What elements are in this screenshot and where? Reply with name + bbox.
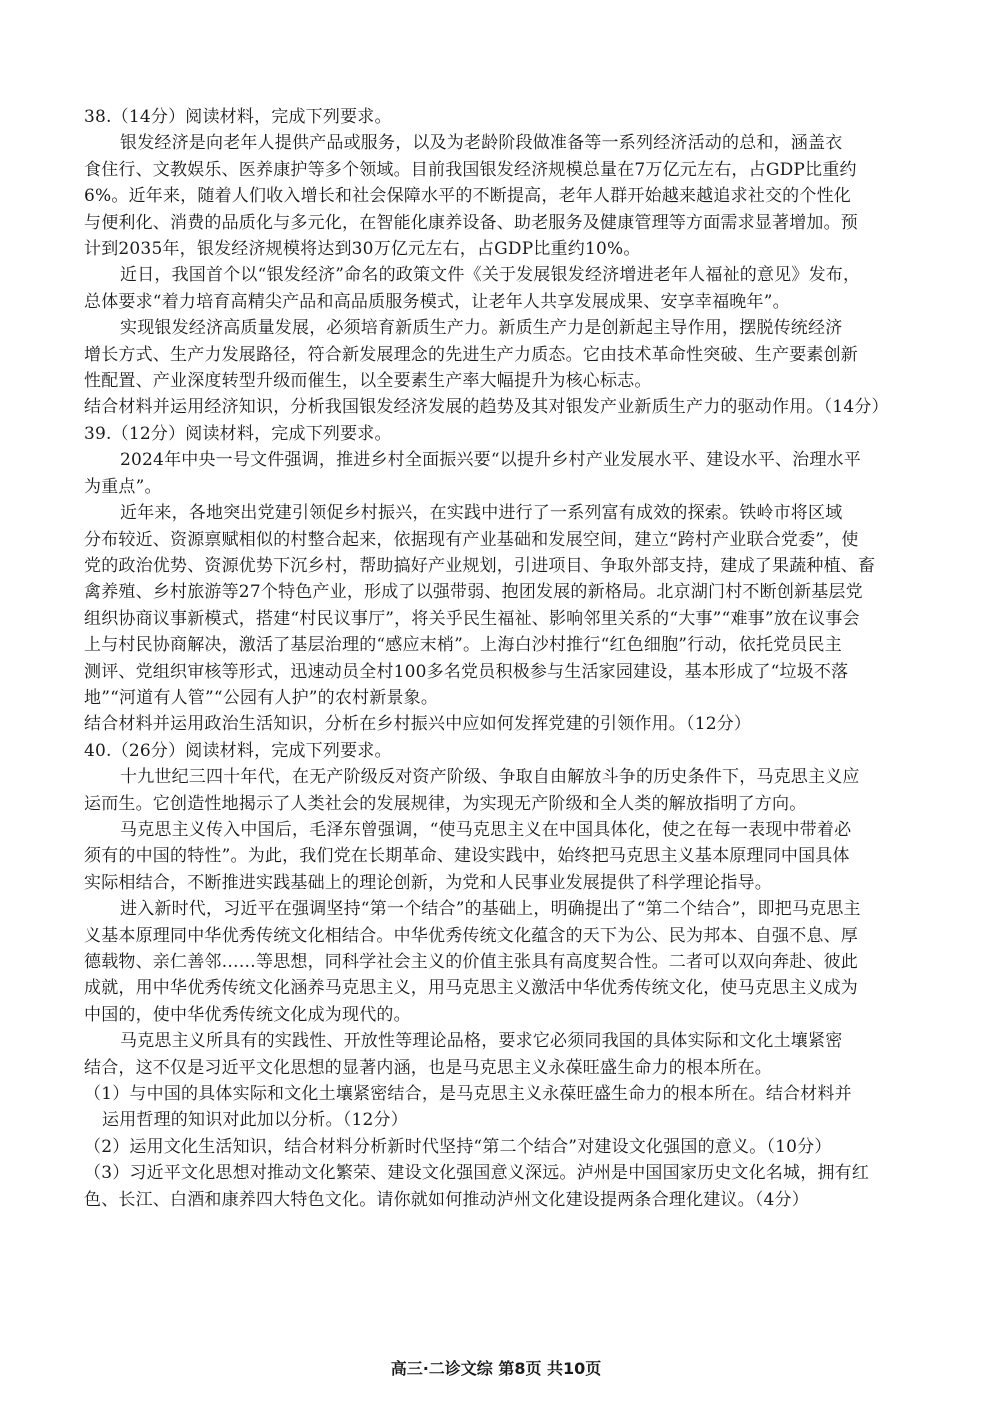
q40-p1-line: 十九世纪三四十年代，在无产阶级反对资产阶级、争取自由解放斗争的历史条件下，马克思主义应 bbox=[120, 767, 860, 788]
q38-p1-line: 食住行、文教娱乐、医养康护等多个领域。目前我国银发经济规模总量在7万亿元左右，占GDP比重约 bbox=[84, 159, 857, 180]
q40-sub3-line: （3）习近平文化思想对推动文化繁荣、建设文化强国意义深远。泸州是中国国家历史文化名城，拥有红 bbox=[84, 1163, 870, 1184]
q38-p3-line: 实现银发经济高质量发展，必须培育新质生产力。新质生产力是创新起主导作用，摆脱传统经济 bbox=[120, 318, 843, 339]
q38-p1-line: 银发经济是向老年人提供产品或服务，以及为老龄阶段做准备等一系列经济活动的总和，涵盖衣 bbox=[120, 133, 843, 154]
q40-p2-line: 马克思主义传入中国后，毛泽东曾强调，“使马克思主义在中国具体化，使之在每一表现中带着必 bbox=[120, 819, 852, 840]
q39-p2-line: 党的政治优势、资源优势下沉乡村，帮助搞好产业规划，引进项目、争取外部支持，建成了果蔬种植、畜 bbox=[84, 555, 876, 576]
q39-p2-line: 地”“河道有人管”“公园有人护”的农村新景象。 bbox=[84, 687, 439, 708]
q40-sub2: （2）运用文化生活知识，结合材料分析新时代坚持“第二个结合”对建设文化强国的意义。（10分） bbox=[84, 1136, 832, 1157]
q40-p4-line: 马克思主义所具有的实践性、开放性等理论品格，要求它必须同我国的具体实际和文化土壤紧密 bbox=[120, 1031, 843, 1052]
q38-p2-line: 总体要求“着力培育高精尖产品和高品质服务模式，让老年人共享发展成果、安享幸福晚年”。 bbox=[84, 291, 790, 312]
q40-sub3-line: 色、长江、白酒和康养四大特色文化。请你就如何推动泸州文化建设提两条合理化建议。（4分） bbox=[84, 1189, 809, 1210]
q39-p1-line: 2024年中央一号文件强调，推进乡村全面振兴要“以提升乡村产业发展水平、建设水平、治理水平 bbox=[120, 450, 861, 471]
q38-p1-line: 6%。近年来，随着人们收入增长和社会保障水平的不断提高，老年人群开始越来越追求社交的个性化 bbox=[84, 186, 851, 207]
q39-p2-line: 分布较近、资源禀赋相似的村整合起来，依据现有产业基础和发展空间，建立“跨村产业联合党委”，使 bbox=[84, 529, 859, 550]
q39-p2-line: 禽养殖、乡村旅游等27个特色产业，形成了以强带弱、抱团发展的新格局。北京湖门村不断创新基层党 bbox=[84, 582, 863, 603]
q40-p3-line: 德载物、亲仁善邻……等思想，同科学社会主义的价值主张具有高度契合性。二者可以双向奔赴、彼此 bbox=[84, 952, 858, 972]
q40-p3-line: 成就，用中华优秀传统文化涵养马克思主义，用马克思主义激活中华优秀传统文化，使马克思主义成为 bbox=[84, 978, 858, 999]
q40-sub1-line: 运用哲理的知识对此加以分析。（12分） bbox=[102, 1110, 408, 1131]
q40-p4-line: 结合，这不仅是习近平文化思想的显著内涵，也是马克思主义永葆旺盛生命力的根本所在。 bbox=[84, 1057, 772, 1078]
q38-heading: 38.（14分）阅读材料，完成下列要求。 bbox=[84, 107, 392, 127]
q39-heading: 39.（12分）阅读材料，完成下列要求。 bbox=[84, 423, 392, 444]
q40-p3-line: 中国的，使中华优秀传统文化成为现代的。 bbox=[84, 1004, 411, 1025]
q40-p3-line: 进入新时代，习近平在强调坚持“第一个结合”的基础上，明确提出了“第二个结合”，即把马克思主 bbox=[120, 899, 861, 920]
q40-p1-line: 运而生。它创造性地揭示了人类社会的发展规律，为实现无产阶级和全人类的解放指明了方向。 bbox=[84, 793, 807, 814]
q40-heading: 40.（26分）阅读材料，完成下列要求。 bbox=[84, 740, 392, 761]
page-footer: 高三·二诊文综 第8页 共10页 bbox=[390, 1359, 602, 1378]
q40-sub1-line: （1）与中国的具体实际和文化土壤紧密结合，是马克思主义永葆旺盛生命力的根本所在。结合材料并 bbox=[84, 1084, 852, 1105]
q38-task: 结合材料并运用经济知识，分析我国银发经济发展的趋势及其对银发产业新质生产力的驱动作用。（14分） bbox=[84, 397, 889, 418]
q38-p1-line: 与便利化、消费的品质化与多元化，在智能化康养设备、助老服务及健康管理等方面需求显著增加。预 bbox=[84, 212, 858, 233]
q38-p3-line: 增长方式、生产力发展路径，符合新发展理念的先进生产力质态。它由技术革命性突破、生产要素创新 bbox=[84, 344, 858, 365]
q39-task: 结合材料并运用政治生活知识，分析在乡村振兴中应如何发挥党建的引领作用。（12分） bbox=[84, 714, 752, 735]
q39-p2-line: 组织协商议事新模式，搭建“村民议事厅”，将关乎民生福祉、影响邻里关系的“大事”“难事”放在议事会 bbox=[84, 608, 860, 629]
q40-p3-line: 义基本原理同中华优秀传统文化相结合。中华优秀传统文化蕴含的天下为公、民为邦本、自强不息、厚 bbox=[84, 925, 858, 946]
q38-p2-line: 近日，我国首个以“银发经济”命名的政策文件《关于发展银发经济增进老年人福祉的意见》发布， bbox=[120, 265, 861, 286]
q40-p2-line: 须有的中国的特性”。为此，我们党在长期革命、建设实践中，始终把马克思主义基本原理同中国具体 bbox=[84, 846, 850, 867]
q39-p1-line: 为重点”。 bbox=[84, 476, 162, 497]
q40-p2-line: 实际相结合，不断推进实践基础上的理论创新，为党和人民事业发展提供了科学理论指导。 bbox=[84, 872, 772, 893]
q38-p3-line: 性配置、产业深度转型升级而催生，以全要素生产率大幅提升为核心标志。 bbox=[84, 371, 652, 392]
q39-p2-line: 上与村民协商解决，激活了基层治理的“感应末梢”。上海白沙村推行“红色细胞”行动，依托党员民主 bbox=[84, 635, 842, 656]
q39-p2-line: 测评、党组织审核等形式，迅速动员全村100多名党员积极参与生活家园建设，基本形成了“垃圾不落 bbox=[84, 661, 849, 682]
q38-p1-line: 计到2035年，银发经济规模将达到30万亿元左右，占GDP比重约10%。 bbox=[84, 239, 641, 260]
q39-p2-line: 近年来，各地突出党建引领促乡村振兴，在实践中进行了一系列富有成效的探索。铁岭市将区域 bbox=[120, 503, 843, 524]
exam-page-body bbox=[84, 104, 942, 1213]
